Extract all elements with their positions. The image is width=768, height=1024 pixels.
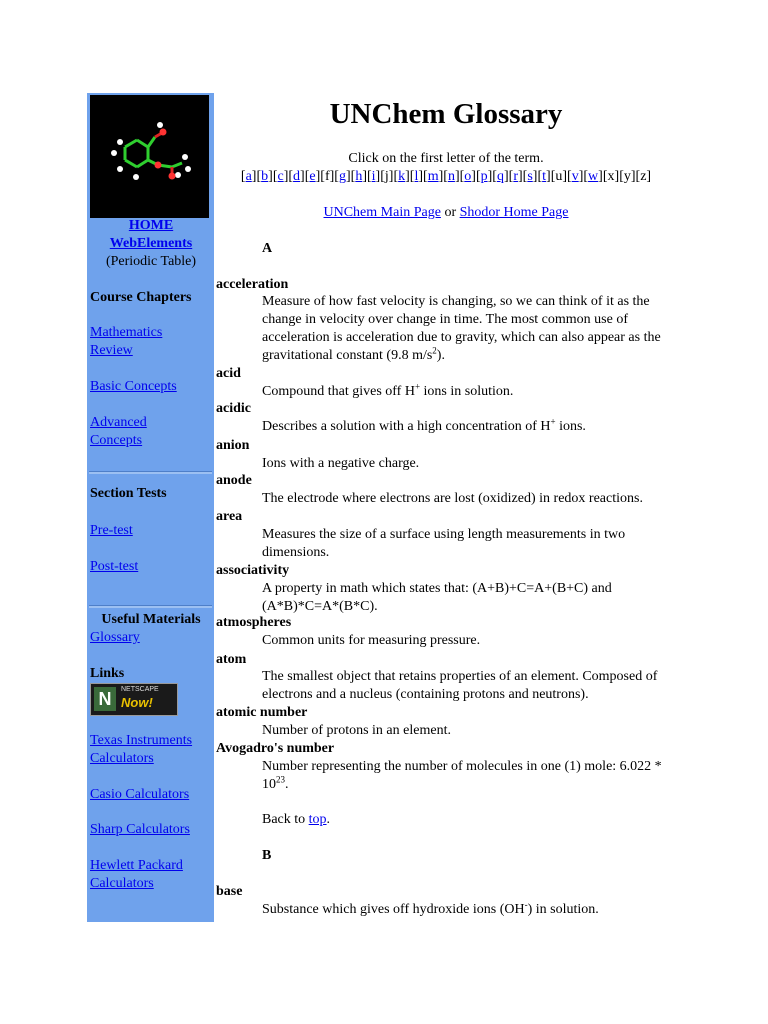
glossary-link[interactable]: Glossary <box>90 630 140 645</box>
term-anode: anode <box>216 473 252 488</box>
letter-d[interactable]: d <box>293 169 301 184</box>
def-acid: Compound that gives off H+ ions in solution. <box>262 381 514 399</box>
def-atomic-number: Number of protons in an element. <box>262 723 451 738</box>
sharp-link[interactable]: Sharp Calculators <box>90 822 190 837</box>
letter-b[interactable]: b <box>261 169 269 184</box>
course-chapters-heading: Course Chapters <box>90 290 192 305</box>
section-heading-a: A <box>262 241 273 256</box>
letter-r[interactable]: r <box>513 169 518 184</box>
chapter-basic-concepts-link[interactable]: Basic Concepts <box>90 379 177 394</box>
page-title: UNChem Glossary <box>329 98 563 130</box>
home-link[interactable]: HOME <box>128 218 174 233</box>
shodor-home-page-link[interactable]: Shodor Home Page <box>459 205 569 220</box>
letter-u: u <box>555 169 563 184</box>
letter-f: f <box>324 169 330 184</box>
letter-j: j <box>384 169 389 184</box>
periodic-table-note: (Periodic Table) <box>105 254 197 269</box>
posttest-link[interactable]: Post-test <box>90 559 139 574</box>
def-area: Measures the size of a surface using length measurements in two dimensions. <box>262 527 626 560</box>
letter-w[interactable]: w <box>588 169 599 184</box>
texas-instruments-link[interactable]: Texas Instruments Calculators <box>90 733 193 766</box>
def-anion: Ions with a negative charge. <box>262 456 420 471</box>
letter-k[interactable]: k <box>398 169 406 184</box>
pretest-link[interactable]: Pre-test <box>90 523 133 538</box>
letter-s[interactable]: s <box>527 169 533 184</box>
letter-x: x <box>607 169 615 184</box>
term-area: area <box>216 509 243 524</box>
letter-a[interactable]: a <box>245 169 252 184</box>
links-heading: Links <box>90 666 125 681</box>
letter-e[interactable]: e <box>309 169 316 184</box>
term-atmospheres: atmospheres <box>216 615 292 630</box>
letter-p[interactable]: p <box>480 169 488 184</box>
letter-h[interactable]: h <box>355 169 363 184</box>
instruction-text: Click on the first letter of the term. <box>348 151 544 166</box>
def-associativity: A property in math which states that: (A+B)+C=A+(B+C) and (A*B)*C=A*(B*C). <box>262 581 612 614</box>
term-associativity: associativity <box>216 563 290 578</box>
top-link[interactable]: top <box>308 812 327 827</box>
term-base: base <box>216 884 243 899</box>
term-acidic: acidic <box>216 401 251 416</box>
def-avogadro: Number representing the number of molecules in one (1) mole: $6.022 * 10^{23}$. <box>262 759 662 792</box>
letter-z: z <box>640 169 647 184</box>
webelements-link[interactable]: WebElements <box>109 236 193 251</box>
def-atmospheres: Common units for measuring pressure. <box>262 633 481 648</box>
def-base: Substance which gives off hydroxide ions (OH-) in solution. <box>262 899 599 917</box>
netscape-n-icon: N <box>94 687 116 711</box>
term-acid: acid <box>216 366 241 381</box>
or-text: or <box>440 205 460 220</box>
unchem-main-page-link[interactable]: UNChem Main Page <box>323 205 441 220</box>
term-atomic-number: atomic number <box>216 705 308 720</box>
letter-o[interactable]: o <box>464 169 472 184</box>
term-avogadro: Avogadro's number <box>216 741 335 756</box>
term-acceleration: acceleration <box>216 277 289 292</box>
letter-q[interactable]: q <box>496 169 504 184</box>
def-atom: The smallest object that retains properties of an element. Composed of electrons and a nucleus (containing protons and neutrons). <box>262 669 658 702</box>
casio-link[interactable]: Casio Calculators <box>90 787 190 802</box>
letter-l[interactable]: l <box>414 169 419 184</box>
netscape-label: NETSCAPE <box>121 686 159 693</box>
letter-i[interactable]: i <box>371 169 376 184</box>
section-heading-b: B <box>262 848 272 863</box>
def-acidic: Describes a solution with a high concentration of H+ ions. <box>262 416 586 434</box>
now-label: Now! <box>121 695 153 710</box>
def-anode: The electrode where electrons are lost (oxidized) in redox reactions. <box>262 491 643 506</box>
chapter-advanced-concepts-link[interactable]: Advanced Concepts <box>90 415 147 448</box>
letter-c[interactable]: c <box>277 169 284 184</box>
term-anion: anion <box>216 438 250 453</box>
chapter-mathematics-review-link[interactable]: Mathematics Review <box>90 325 163 358</box>
letter-v[interactable]: v <box>571 169 579 184</box>
section-tests-heading: Section Tests <box>90 486 167 501</box>
letter-t[interactable]: t <box>542 169 547 184</box>
letter-n[interactable]: n <box>447 169 455 184</box>
term-atom: atom <box>216 652 247 667</box>
letter-index: [a][b][c][d][e][f][g][h][i][j][k][l][m][n][o][p][q][r][s][t][u][v][w][x][y][z] <box>240 169 652 184</box>
letter-y: y <box>623 169 631 184</box>
def-acceleration: Measure of how fast velocity is changing, so we can think of it as the change in velocity over change in time. The most common use of acceleration is acceleration due to gravity, which can also appear as the gravitational constant (9.8 $m/s^2$). <box>262 294 661 363</box>
back-to-top: Back to top. <box>262 812 331 827</box>
letter-m[interactable]: m <box>427 169 439 184</box>
home-links <box>216 204 676 222</box>
useful-materials-heading: Useful Materials <box>101 612 201 627</box>
letter-g[interactable]: g <box>338 169 346 184</box>
hewlett-packard-link[interactable]: Hewlett Packard Calculators <box>90 858 183 891</box>
